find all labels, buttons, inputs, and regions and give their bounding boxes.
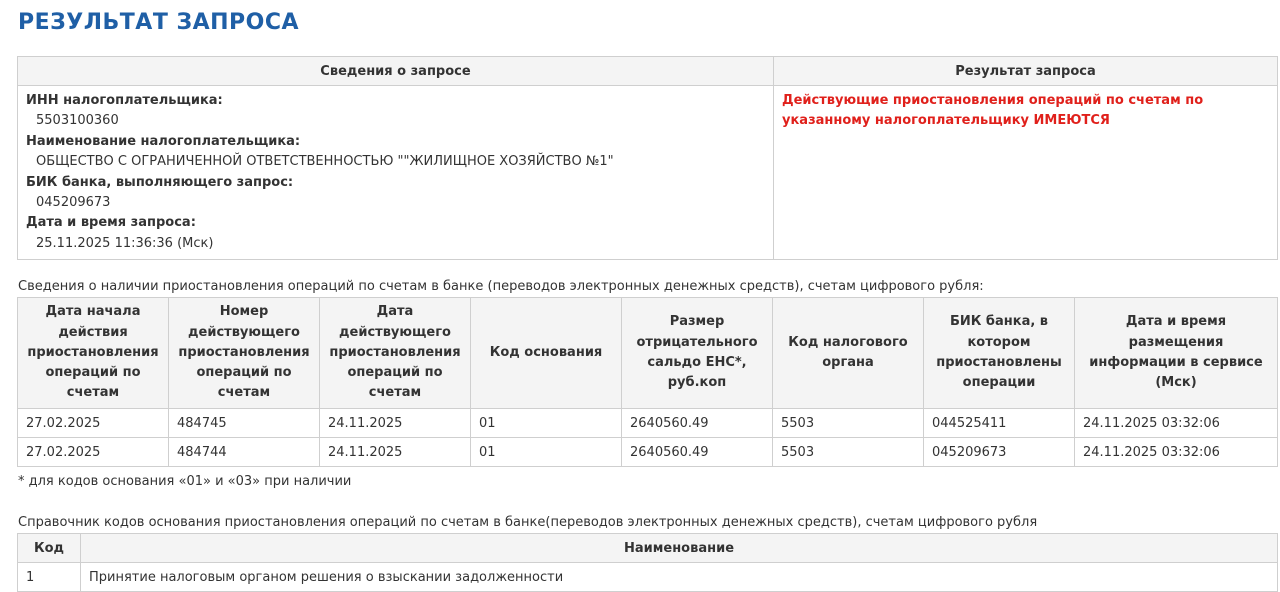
suspensions-header-1 xyxy=(169,298,320,409)
request-info-table xyxy=(17,56,1278,260)
table-cell: 1 xyxy=(18,563,81,592)
table-cell: 5503 xyxy=(773,438,924,467)
header-line: котором xyxy=(967,334,1031,350)
header-line: операции xyxy=(962,375,1036,391)
header-line: БИК банка, в xyxy=(949,314,1049,330)
header-line: действующего xyxy=(339,324,451,340)
header-line: Номер xyxy=(219,304,269,320)
bank-bik-label: БИК банка, выполняющего запрос: xyxy=(26,174,294,190)
table-cell: Принятие налоговым органом решения о взыскании задолженности xyxy=(81,563,1278,592)
header-line: (Мск) xyxy=(1155,375,1197,391)
result-line-1: Действующие приостановления операций по счетам по xyxy=(782,93,1204,108)
request-result-cell xyxy=(774,86,1278,260)
table-cell: 5503 xyxy=(773,409,924,438)
header-line: операций по xyxy=(45,365,141,381)
suspensions-table xyxy=(17,297,1278,467)
table-cell: 01 xyxy=(471,409,622,438)
header-line: информации в сервисе xyxy=(1089,355,1263,370)
header-line: Дата начала xyxy=(45,304,141,320)
request-result-header: Результат запроса xyxy=(774,57,1278,86)
header-line: руб.коп xyxy=(667,375,727,391)
table-cell: 24.11.2025 03:32:06 xyxy=(1075,438,1278,467)
header-line: приостановления xyxy=(178,344,310,360)
table-cell: 484744 xyxy=(169,438,320,467)
header-line: сальдо ЕНС*, xyxy=(647,355,747,370)
table-row xyxy=(18,438,1278,467)
header-line: Код основания xyxy=(489,344,603,360)
suspensions-caption: Сведения о наличии приостановления операций по счетам в банке (переводов электронных денежных средств), счетам цифрового рубля: xyxy=(18,279,984,294)
header-line: Код налогового xyxy=(788,334,908,350)
request-info-cell xyxy=(18,86,774,260)
request-result-text xyxy=(782,91,1269,132)
bank-bik-value: 045209673 xyxy=(36,195,111,211)
header-line: приостановлены xyxy=(936,355,1062,370)
header-line: операций по xyxy=(196,365,292,381)
request-datetime-label: Дата и время запроса: xyxy=(26,215,196,231)
suspensions-header-7 xyxy=(1075,298,1278,409)
suspensions-header-2 xyxy=(320,298,471,409)
footnote: * для кодов основания «01» и «03» при наличии xyxy=(18,474,352,489)
header-line: органа xyxy=(822,355,874,370)
table-cell: 044525411 xyxy=(924,409,1075,438)
result-line-2: указанному налогоплательщику ИМЕЮТСЯ xyxy=(782,113,1110,129)
header-line: отрицательного xyxy=(636,334,758,350)
table-cell: 24.11.2025 xyxy=(320,409,471,438)
header-line: действия xyxy=(58,324,128,340)
header-line: размещения xyxy=(1128,334,1224,350)
header-line: приостановления xyxy=(329,344,461,360)
page-title: РЕЗУЛЬТАТ ЗАПРОСА xyxy=(18,10,300,35)
request-datetime-value: 25.11.2025 11:36:36 (Мск) xyxy=(36,235,214,251)
taxpayer-name-value: ОБЩЕСТВО С ОГРАНИЧЕННОЙ ОТВЕТСТВЕННОСТЬЮ ""ЖИЛИЩНОЕ ХОЗЯЙСТВО №1" xyxy=(36,154,614,170)
header-line: счетам xyxy=(66,385,120,401)
inn-label: ИНН налогоплательщика: xyxy=(26,93,223,108)
table-cell: 24.11.2025 xyxy=(320,438,471,467)
table-cell: 2640560.49 xyxy=(622,438,773,467)
header-line: Дата xyxy=(376,304,414,320)
header-line: действующего xyxy=(188,324,300,340)
table-cell: 27.02.2025 xyxy=(18,409,169,438)
codes-table xyxy=(17,533,1278,592)
table-cell: 045209673 xyxy=(924,438,1075,467)
codes-caption: Справочник кодов основания приостановления операций по счетам в банке(переводов электронных денежных средств), счетам цифрового рубля xyxy=(18,515,1038,530)
table-cell: 2640560.49 xyxy=(622,409,773,438)
taxpayer-name-label: Наименование налогоплательщика: xyxy=(26,133,301,149)
table-row xyxy=(18,563,1278,592)
inn-value: 5503100360 xyxy=(36,113,119,129)
request-info-header: Сведения о запросе xyxy=(18,57,774,86)
table-cell: 27.02.2025 xyxy=(18,438,169,467)
suspensions-header-3 xyxy=(471,298,622,409)
suspensions-header-0 xyxy=(18,298,169,409)
table-cell: 484745 xyxy=(169,409,320,438)
table-cell: 24.11.2025 03:32:06 xyxy=(1075,409,1278,438)
header-line: приостановления xyxy=(27,344,159,360)
suspensions-header-5 xyxy=(773,298,924,409)
table-row xyxy=(18,409,1278,438)
codes-header-name: Наименование xyxy=(81,534,1278,563)
suspensions-header-6 xyxy=(924,298,1075,409)
header-line: Дата и время xyxy=(1125,314,1227,330)
header-line: Размер xyxy=(669,314,725,330)
codes-header-code: Код xyxy=(18,534,81,563)
suspensions-header-4 xyxy=(622,298,773,409)
table-cell: 01 xyxy=(471,438,622,467)
header-line: счетам xyxy=(368,385,422,401)
header-line: операций по xyxy=(347,365,443,381)
header-line: счетам xyxy=(217,385,271,401)
